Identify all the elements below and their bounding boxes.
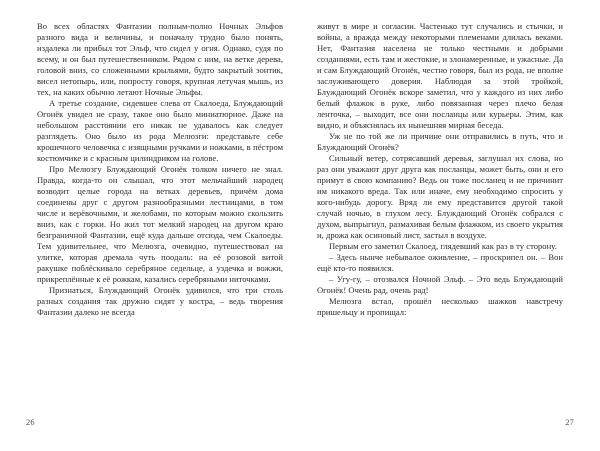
paragraph: живут в мире и согласии. Частенько тут случались и стычки, и войны, а вражда между некоторыми племенами длилась веками. Нет, Фантазия населена не только честными и добрыми созданиями, есть там и жестокие, и злонамеренные, и ужасные. Да и сам Блуждающий Огонёк, честно говоря, был из рода, не вполне заслуживающего доверия. Наблюдая за этой тройкой, Блуждающий Огонёк вскоре заметил, что у каждого из них либо белый флажок в руке, либо повязанная через плечо белая ленточка, – выходит, все они посланцы или курьеры. Этим, как видно, и объяснялась их нынешняя мирная беседа.	[317, 21, 563, 131]
right-page-text-column	[317, 21, 563, 318]
paragraph: Про Мелюзгу Блуждающий Огонёк толком ничего не знал. Правда, когда-то он слышал, что этот мельчайший народец возводит целые города на ветках деревьев, причём дома соединены друг с другом разнообразными лестницами, в том числе и верёвочными, и желобами, по которым можно скользить вниз, как с горки. Но жил тот мелкий народец на другом краю безграничной Фантазии, ещё куда дальше отсюда, чем Скалоеды. Тем удивительнее, что Мелюзга, очевидно, путешествовал на улитке, которая дремала чуть поодаль: на её розовой витой ракушке поблёскивало серебряное седельце, а уздечка и вожжи, прикреплённые к её рожкам, казались серебряными ниточками.	[37, 164, 283, 285]
paragraph: Первым его заметил Скалоед, глядевший как раз в ту сторону.	[329, 241, 557, 252]
paragraph: – Здесь нынче небывалое оживление, – проскрипел он. – Вон ещё кто-то появился.	[317, 252, 563, 274]
right-page	[300, 0, 600, 451]
page-number-right: 27	[565, 418, 574, 427]
paragraph: Во всех областях Фантазии полным-полно Ночных Эльфов разного вида и величины, и поначалу трудно было понять, издалека ли прибыл тот Эльф, что сидел у огня. Однако, судя по всему, и он был путешественником. Рядом с ним, на ветке дерева, головой вниз, со сложенными крыльями, будто закрытый зонтик, висел нетопырь, или, попросту говоря, крупная летучая мышь, из тех, на каких обычно летают Ночные Эльфы.	[37, 21, 283, 98]
paragraph: А третье создание, сидевшее слева от Скалоеда, Блуждающий Огонёк увидел не сразу, такое оно было миниатюрное. Даже на небольшом расстоянии его никак не удавалось как следует разглядеть. Оно было из рода Мелюзги: представьте себе крошечного человечка с изящными ручками и ножками, в пёстром костюмчике и с красным цилиндриком на голове.	[37, 98, 283, 164]
paragraph: Сильный ветер, сотрясавший деревья, заглушал их слова, но раз они уважают друг друга как посланцы, может быть, они и его примут в свою компанию? Ведь он тоже посланец и не причинит им никакого вреда. Так или иначе, ему необходимо спросить у кого-нибудь дорогу. Вряд ли ему представится другой такой случай ночью, в глухом лесу. Блуждающий Огонёк собрался с духом, выпрыгнул, размахивая белым флажком, из своего укрытия и, дрожа как осиновый лист, застыл в воздухе.	[317, 153, 563, 241]
paragraph: Признаться, Блуждающий Огонёк удивился, что три столь разных создания так дружно сидят у костра, – ведь творения Фантазии далеко не всегда	[37, 285, 283, 318]
paragraph: Уж не по той же ли причине они отправились в путь, что и Блуждающий Огонёк?	[317, 131, 563, 153]
paragraph: Мелюзга встал, прошёл несколько шажков навстречу пришельцу и пропищал:	[317, 296, 563, 318]
paragraph: – Угу-гу, – отозвался Ночной Эльф. – Это ведь Блуждающий Огонёк! Очень рад, очень рад!	[317, 274, 563, 296]
page-number-left: 26	[26, 418, 35, 427]
left-page-text-column	[37, 21, 283, 318]
